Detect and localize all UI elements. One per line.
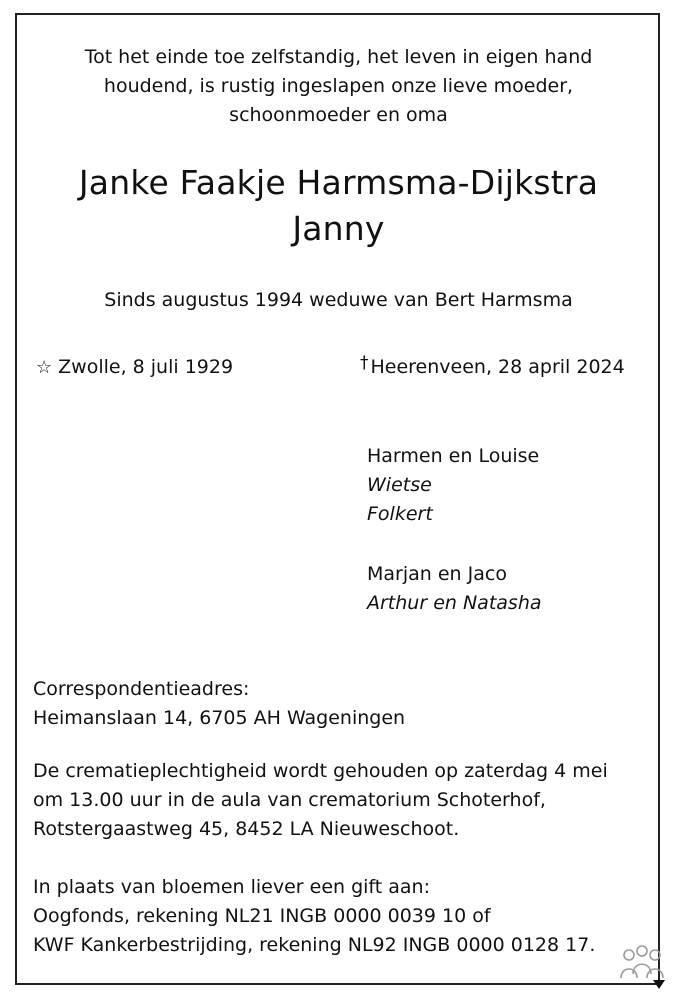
donation-line-1: In plaats van bloemen liever een gift aan: (33, 876, 431, 898)
widow-note: Sinds augustus 1994 weduwe van Bert Harmsma (104, 289, 573, 311)
intro-line-1: Tot het einde toe zelfstandig, het leven in eigen hand (84, 46, 593, 68)
donation-block (33, 873, 595, 960)
family-people-icon (617, 944, 667, 990)
birth-text: Zwolle, 8 juli 1929 (58, 356, 234, 378)
star-icon: ☆ (36, 357, 53, 378)
correspondence-label: Correspondentieadres: (33, 678, 250, 700)
death-info (360, 353, 625, 382)
birth-info (36, 353, 233, 382)
donation-line-2: Oogfonds, rekening NL21 INGB 0000 0039 10 of (33, 905, 491, 927)
ceremony-line-2: om 13.00 uur in de aula van crematorium Schoterhof, (33, 789, 546, 811)
deceased-nickname: Janny (292, 209, 385, 248)
correspondence-block (33, 675, 405, 733)
correspondence-address: Heimanslaan 14, 6705 AH Wageningen (33, 707, 406, 729)
deceased-name-block (15, 160, 662, 252)
family-parents: Harmen en Louise (367, 445, 540, 467)
family-parents: Marjan en Jaco (367, 563, 507, 585)
donation-line-3: KWF Kankerbestrijding, rekening NL92 INGB 0000 0128 17. (33, 934, 596, 956)
deceased-full-name: Janke Faakje Harmsma-Dijkstra (78, 163, 599, 202)
family-child: Arthur en Natasha (367, 592, 542, 614)
death-text: Heerenveen, 28 april 2024 (370, 356, 625, 378)
ceremony-line-3: Rotstergaastweg 45, 8452 LA Nieuweschoot. (33, 818, 460, 840)
cross-icon: † (360, 353, 369, 373)
intro-line-2: houdend, is rustig ingeslapen onze lieve moeder, (103, 75, 574, 97)
family-child: Wietse (367, 474, 432, 496)
arrow-down-icon (653, 980, 665, 989)
family-group-1 (367, 442, 539, 529)
ceremony-line-1: De crematieplechtigheid wordt gehouden op zaterdag 4 mei (33, 760, 608, 782)
family-child: Folkert (367, 503, 433, 525)
family-group-2 (367, 560, 542, 618)
ceremony-block (33, 757, 608, 844)
intro-text (15, 43, 662, 130)
intro-line-3: schoonmoeder en oma (229, 104, 448, 126)
